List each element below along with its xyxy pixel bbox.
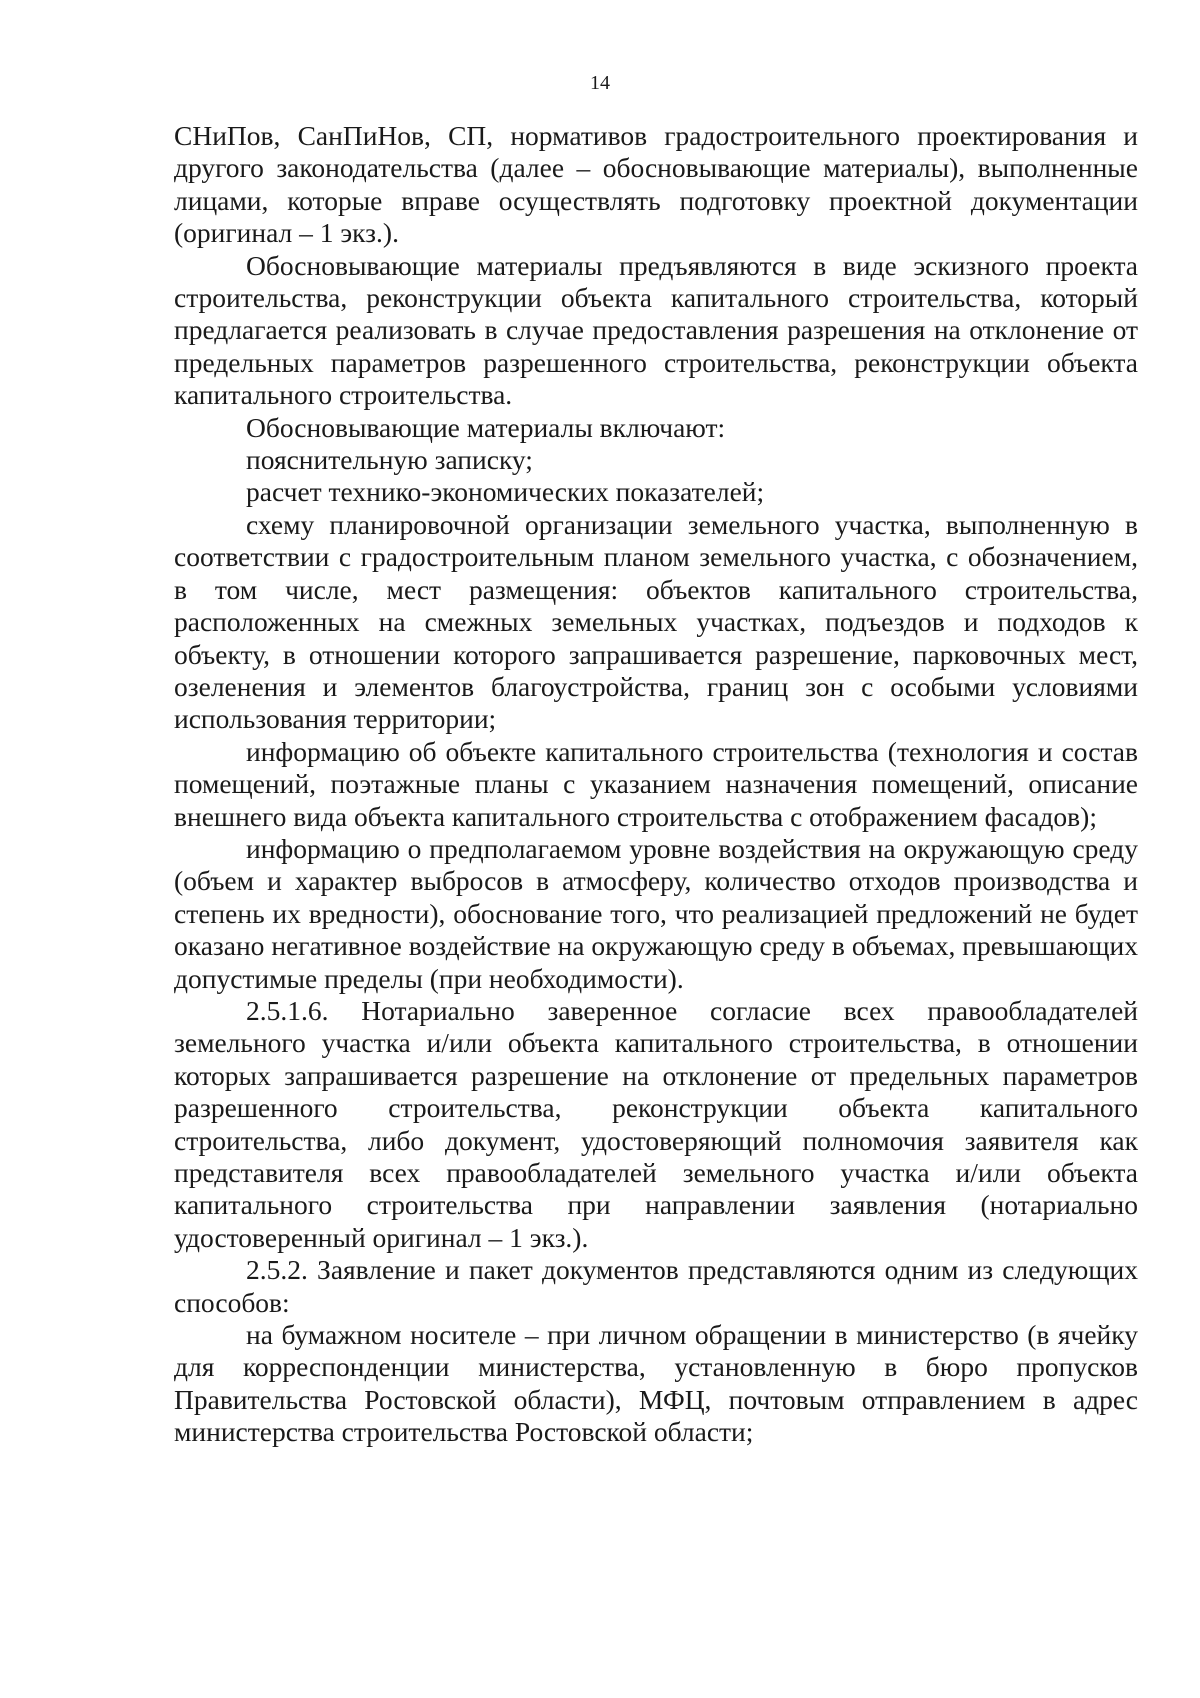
list-item-object-info: информацию об объекте капитального строительства (технология и состав помещений, поэтажные планы с указанием назначения помещений, описание внешнего вида объекта капитального строительства с отображением фасадов); [174,735,1138,832]
list-item-environment-info: информацию о предполагаемом уровне воздействия на окружающую среду (объем и характер выбросов в атмосферу, количество отходов производства и степень их вредности), обоснование того, что реализацией предложений не будет оказано негативное воздействие на окружающую среду в объемах, превышающих допустимые пределы (при необходимости). [174,832,1138,994]
paragraph-continuation: СНиПов, СанПиНов, СП, нормативов градостроительного проектирования и другого законодательства (далее – обосновывающие материалы), выполненные лицами, которые вправе осуществлять подготовку проектной документации (оригинал – 1 экз.). [174,120,1138,249]
list-item-explanatory-note: пояснительную записку; [246,444,533,476]
paragraph-materials-form: Обосновывающие материалы предъявляются в виде эскизного проекта строительства, реконструкции объекта капитального строительства, который предлагается реализовать в случае предоставления разрешения на отклонение от предельных параметров разрешенного строительства, реконструкции объекта капитального строительства. [174,249,1138,411]
document-body [174,120,1138,1449]
list-item-calculation: расчет технико-экономических показателей; [246,476,765,508]
list-item-paper-submission: на бумажном носителе – при личном обращении в министерство (в ячейку для корреспонденции министерства, установленную в бюро пропусков Правительства Ростовской области), МФЦ, почтовым отправлением в адрес министерства строительства Ростовской области; [174,1319,1138,1448]
paragraph-materials-include: Обосновывающие материалы включают: [246,411,726,443]
paragraph-2-5-2: 2.5.2. Заявление и пакет документов представляются одним из следующих способов: [174,1254,1138,1318]
paragraph-2-5-1-6: 2.5.1.6. Нотариально заверенное согласие всех правообладателей земельного участка и/или объекта капитального строительства, в отношении которых запрашивается разрешение на отклонение от предельных параметров разрешенного строительства, реконструкции объекта капитального строительства, либо документ, удостоверяющий полномочия заявителя как представителя всех правообладателей земельного участка и/или объекта капитального строительства при направлении заявления (нотариально удостоверенный оригинал – 1 экз.). [174,994,1138,1253]
list-item-site-scheme: схему планировочной организации земельного участка, выполненную в соответствии с градостроительным планом земельного участка, с обозначением, в том числе, мест размещения: объектов капитального строительства, расположенных на смежных земельных участках, подъездов и подходов к объекту, в отношении которого запрашивается разрешение, парковочных мест, озеленения и элементов благоустройства, границ зон с особыми условиями использования территории; [174,508,1138,735]
page-number: 14 [590,72,610,94]
